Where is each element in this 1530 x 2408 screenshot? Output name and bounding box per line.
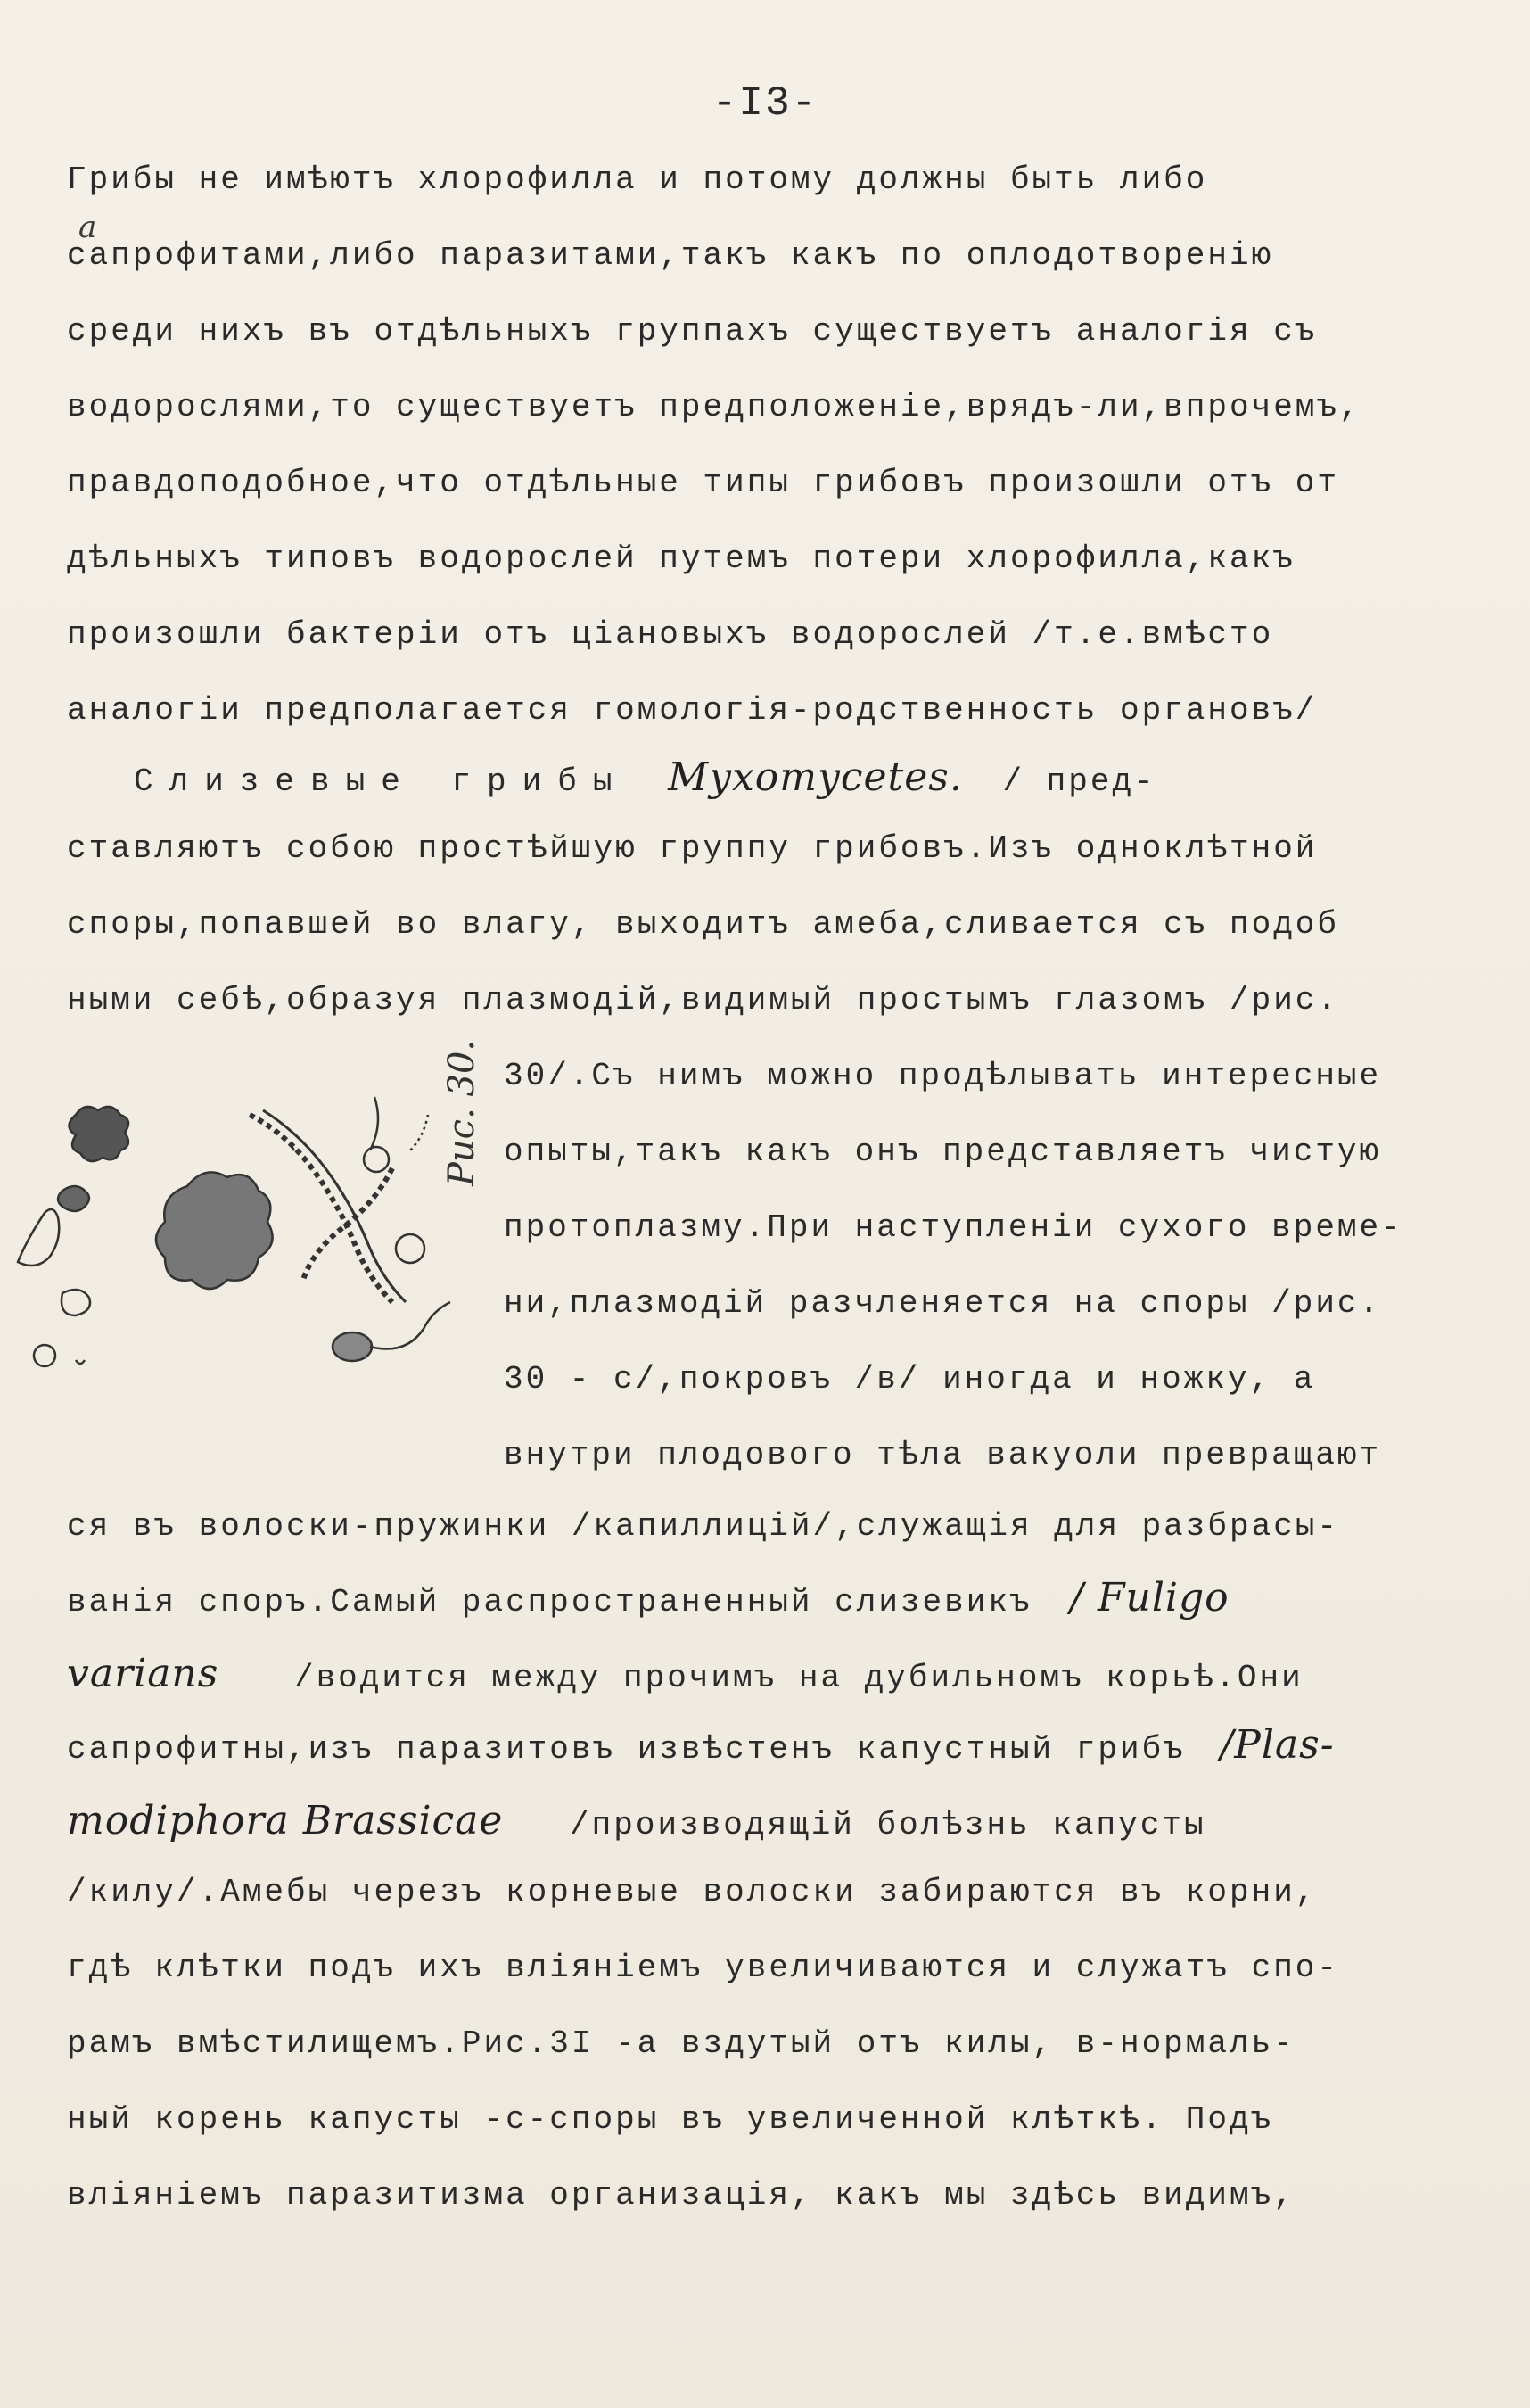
text-line: правдоподобное,что отдѣльные типы грибовъ произошли отъ от xyxy=(67,465,1340,501)
text-line: Грибы не имѣютъ хлорофилла и потому должны быть либо xyxy=(67,161,1208,198)
text-line-with-latin xyxy=(67,1575,1481,1622)
text-line: 30 - с/,покровъ /в/ иногда и ножку, а xyxy=(504,1361,1316,1398)
text-line: /килу/.Амебы черезъ корневые волоски забираются въ корни, xyxy=(67,1874,1318,1910)
page-number: -I3- xyxy=(712,80,818,127)
text-line: ными себѣ,образуя плазмодій,видимый простымъ глазомъ /рис. xyxy=(67,982,1340,1018)
text-segment: ванія споръ.Самый распространенный слизевикъ xyxy=(67,1584,1032,1620)
text-line: вліяніемъ паразитизма организація, какъ мы здѣсь видимъ, xyxy=(67,2177,1296,2214)
section-rest: / пред- xyxy=(1002,763,1156,800)
text-line-with-latin xyxy=(67,1722,1481,1769)
section-heading-line xyxy=(134,755,1481,802)
text-line: рамъ вмѣстилищемъ.Рис.3I -а вздутый отъ килы, в-нормаль- xyxy=(67,2025,1296,2062)
text-line: 30/.Съ нимъ можно продѣлывать интересные xyxy=(504,1058,1382,1094)
figure-30-illustration xyxy=(9,1061,495,1418)
figure-caption: Рис. 30. xyxy=(441,1039,482,1186)
text-segment: /водится между прочимъ на дубильномъ корьѣ.Они xyxy=(293,1660,1304,1696)
text-line-with-latin xyxy=(67,1798,1481,1845)
text-line: ни,плазмодій разчленяется на споры /рис. xyxy=(504,1285,1382,1322)
text-line: ставляютъ собою простѣйшую группу грибовъ.Изъ одноклѣтной xyxy=(67,830,1318,867)
latin-name-plas: /Plas- xyxy=(1220,1722,1335,1768)
text-line: произошли бактеріи отъ ціановыхъ водорослей /т.е.вмѣсто xyxy=(67,616,1274,653)
latin-name-myxomycetes: Myxomycetes. xyxy=(668,755,963,800)
section-title: Слизевые грибы xyxy=(134,763,629,800)
latin-name-fuligo: / Fuligo xyxy=(1070,1575,1230,1620)
text-line: внутри плодового тѣла вакуоли превращают xyxy=(504,1437,1382,1473)
margin-annotation: а xyxy=(78,210,97,245)
text-line: протоплазму.При наступленіи сухого време- xyxy=(504,1209,1403,1246)
text-segment: /производящій болѣзнь капусты xyxy=(570,1807,1206,1843)
text-line: водорослями,то существуетъ предположеніе,врядъ-ли,впрочемъ, xyxy=(67,389,1361,425)
text-line: гдѣ клѣтки подъ ихъ вліяніемъ увеличиваются и служатъ спо- xyxy=(67,1950,1340,1986)
text-line: ный корень капусты -с-споры въ увеличенной клѣткѣ. Подъ xyxy=(67,2101,1274,2138)
latin-name-varians: varians xyxy=(67,1651,219,1696)
text-line: аналогіи предполагается гомологія-родственность органовъ/ xyxy=(67,692,1318,729)
text-line: ся въ волоски-пружинки /капиллицій/,служащія для разбрасы- xyxy=(67,1508,1340,1545)
text-line-with-latin xyxy=(67,1651,1481,1698)
text-line: дѣльныхъ типовъ водорослей путемъ потери хлорофилла,какъ xyxy=(67,540,1296,577)
text-line: среди нихъ въ отдѣльныхъ группахъ существуетъ аналогія съ xyxy=(67,313,1318,350)
text-line: споры,попавшей во влагу, выходитъ амеба,сливается съ подоб xyxy=(67,906,1340,943)
text-line: опыты,такъ какъ онъ представляетъ чистую xyxy=(504,1134,1382,1170)
latin-name-plasmodiophora: modiphora Brassicae xyxy=(67,1798,504,1843)
text-line: сапрофитами,либо паразитами,такъ какъ по оплодотворенію xyxy=(67,237,1274,274)
text-segment: сапрофитны,изъ паразитовъ извѣстенъ капустный грибъ xyxy=(67,1731,1186,1768)
